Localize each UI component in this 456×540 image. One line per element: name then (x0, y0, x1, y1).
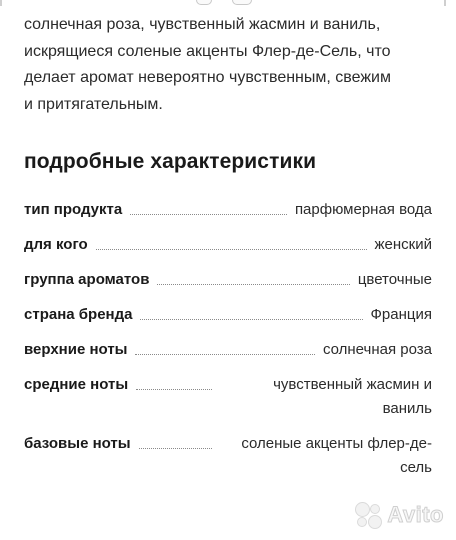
spec-value: соленые акценты флер-де-сель (241, 435, 432, 476)
description-line: солнечная роза, чувственный жасмин и ваниль, (24, 16, 381, 33)
spec-row-brand-country (24, 303, 432, 327)
spec-key: страна бренда (24, 306, 133, 323)
spec-row-for-whom (24, 233, 432, 257)
spec-value: Франция (370, 306, 432, 323)
spec-key: средние ноты (24, 376, 129, 393)
specs-list (24, 198, 432, 491)
frame-edge-left (0, 0, 2, 6)
dotted-leader (136, 373, 212, 390)
spec-row-top-notes (24, 338, 432, 362)
dotted-leader (135, 338, 314, 355)
description-line: и притягательным. (24, 95, 163, 113)
spec-row-middle-notes (24, 373, 432, 421)
frame-notch (232, 0, 252, 5)
dotted-leader (96, 233, 367, 250)
spec-value: солнечная роза (322, 341, 432, 358)
spec-value: парфюмерная вода (294, 201, 432, 218)
dotted-leader (130, 198, 287, 215)
watermark-text: Avito (387, 502, 444, 527)
dotted-leader (157, 268, 349, 285)
specs-title: подробные характеристики (24, 150, 317, 173)
spec-key: базовые ноты (24, 435, 131, 452)
top-frame (0, 0, 456, 6)
dotted-leader (140, 303, 362, 320)
spec-key: верхние ноты (24, 341, 128, 358)
product-description (24, 12, 436, 118)
avito-logo-icon (355, 502, 381, 528)
spec-key: тип продукта (24, 201, 123, 218)
spec-row-product-type (24, 198, 432, 222)
spec-key: группа ароматов (24, 271, 150, 288)
spec-row-base-notes (24, 432, 432, 480)
avito-watermark (355, 502, 444, 528)
dotted-leader (139, 432, 212, 449)
spec-row-scent-group (24, 268, 432, 292)
spec-value: цветочные (357, 271, 432, 288)
spec-value: чувственный жасмин и ваниль (273, 376, 432, 417)
description-line: искрящиеся соленые акценты Флер-де-Сель, что (24, 42, 391, 60)
description-line: делает аромат невероятно чувственным, свежим (24, 69, 391, 86)
frame-edge-right (444, 0, 446, 6)
frame-notch (196, 0, 212, 5)
spec-value: женский (374, 236, 432, 253)
spec-key: для кого (24, 236, 88, 253)
